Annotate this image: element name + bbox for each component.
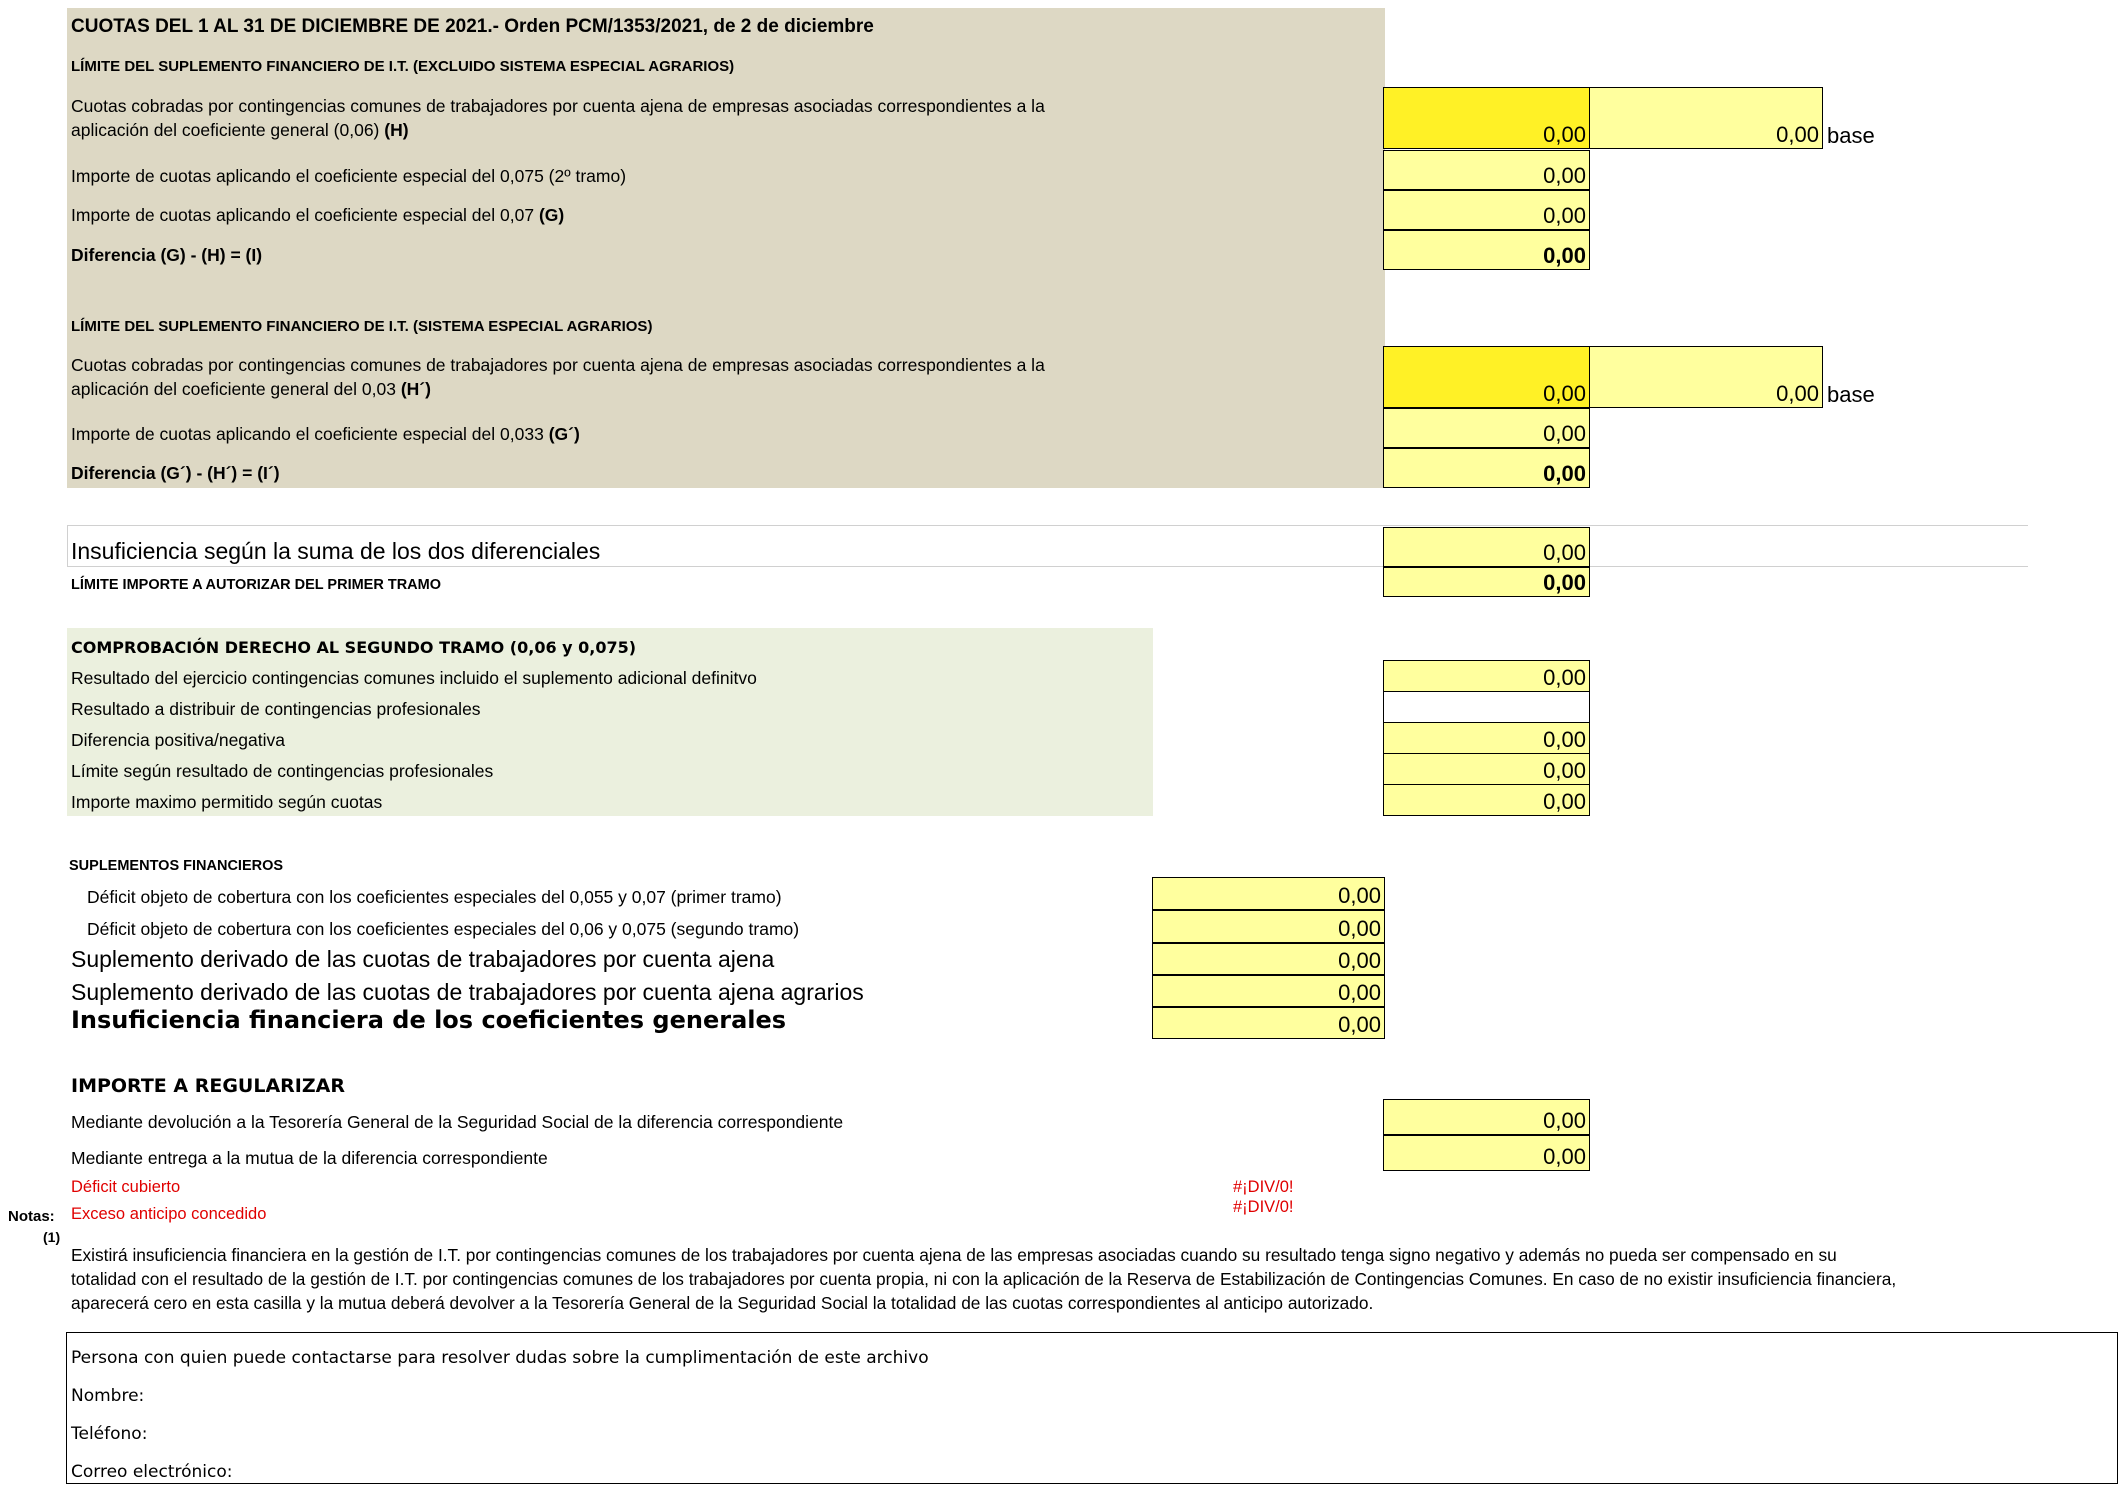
devolucion-label: Mediante devolución a la Tesorería General de la Seguridad Social de la diferencia correspondiente (71, 1112, 844, 1132)
comprobacion-row-label: Diferencia positiva/negativa (71, 730, 286, 750)
comprobacion-row-value[interactable]: 0,00 (1383, 722, 1590, 754)
section1-background (67, 8, 1385, 282)
contacto-correo[interactable]: Correo electrónico: (71, 1462, 233, 1482)
notas-line2: totalidad con el resultado de la gestión de I.T. por contingencias comunes de los trabajadores por cuenta propia, ni con la aplicación de la Reserva de Estabilización de Contingencias Comunes. En caso de no existir insuficiencia financiera, (71, 1269, 1897, 1289)
sup-agrarios-value[interactable]: 0,00 (1152, 975, 1385, 1007)
sup-agrarios-label: Suplemento derivado de las cuotas de trabajadores por cuenta ajena agrarios (71, 979, 864, 1005)
section1-h-line1: Cuotas cobradas por contingencias comunes de trabajadores por cuenta ajena de empresas asociadas correspondientes a la (71, 96, 1045, 116)
section1-g-label: Importe de cuotas aplicando el coeficiente especial del 0,07 (G) (71, 205, 565, 225)
contacto-nombre[interactable]: Nombre: (71, 1386, 145, 1406)
section2-h-value[interactable]: 0,00 (1383, 346, 1590, 408)
comprobacion-row-value[interactable] (1383, 691, 1590, 723)
comprobacion-row-value[interactable]: 0,00 (1383, 784, 1590, 816)
comprobacion-row-label: Resultado a distribuir de contingencias profesionales (71, 699, 481, 719)
comprobacion-row-label: Límite según resultado de contingencias profesionales (71, 761, 494, 781)
deficit-cubierto-label: Déficit cubierto (71, 1178, 181, 1196)
comprobacion-header: COMPROBACIÓN DERECHO AL SEGUNDO TRAMO (0,06 y 0,075) (71, 638, 637, 657)
insuf-coef-value[interactable]: 0,00 (1152, 1007, 1385, 1039)
insuficiencia-label: Insuficiencia según la suma de los dos diferenciales (71, 538, 601, 564)
sup-ajena-label: Suplemento derivado de las cuotas de trabajadores por cuenta ajena (71, 946, 775, 972)
deficit2-label: Déficit objeto de cobertura con los coeficientes especiales del 0,06 y 0,075 (segundo tramo) (87, 919, 800, 939)
deficit1-label: Déficit objeto de cobertura con los coeficientes especiales del 0,055 y 0,07 (primer tramo) (87, 887, 782, 907)
notas-number: (1) (43, 1229, 61, 1245)
section2-base-label: base (1827, 382, 1875, 407)
suplementos-header: SUPLEMENTOS FINANCIEROS (69, 858, 284, 874)
section2-h-line1: Cuotas cobradas por contingencias comunes de trabajadores por cuenta ajena de empresas asociadas correspondientes a la (71, 355, 1045, 375)
notas-label: Notas: (8, 1208, 55, 1225)
insuficiencia-value[interactable]: 0,00 (1383, 527, 1590, 567)
entrega-label: Mediante entrega a la mutua de la diferencia correspondiente (71, 1148, 548, 1168)
comprobacion-row-label: Importe maximo permitido según cuotas (71, 792, 383, 812)
section2-h-line2: aplicación del coeficiente general del 0,03 (H´) (71, 379, 431, 399)
insuf-coef-label: Insuficiencia financiera de los coeficientes generales (71, 1006, 787, 1034)
section1-h-line2: aplicación del coeficiente general (0,06) (H) (71, 120, 409, 140)
section1-h-value[interactable]: 0,00 (1383, 87, 1590, 149)
notas-line3: aparecerá cero en esta casilla y la mutua deberá devolver a la Tesorería General de la Seguridad Social la totalidad de las cuotas correspondientes al anticipo autorizado. (71, 1293, 1374, 1313)
contacto-header: Persona con quien puede contactarse para resolver dudas sobre la cumplimentación de este archivo (71, 1348, 929, 1368)
notas-line1: Existirá insuficiencia financiera en la gestión de I.T. por contingencias comunes de los trabajadores por cuenta ajena de las empresas asociadas cuando su resultado tenga signo negativo y además no pueda ser compensado en su (71, 1245, 1837, 1265)
sup-ajena-value[interactable]: 0,00 (1152, 943, 1385, 975)
section2-diff-value[interactable]: 0,00 (1383, 448, 1590, 488)
section1-base-label: base (1827, 123, 1875, 148)
regularizar-header: IMPORTE A REGULARIZAR (71, 1075, 345, 1097)
section1-diff-value[interactable]: 0,00 (1383, 230, 1590, 270)
contacto-telefono[interactable]: Teléfono: (71, 1424, 148, 1444)
section2-g-value[interactable]: 0,00 (1383, 408, 1590, 448)
section2-header: LÍMITE DEL SUPLEMENTO FINANCIERO DE I.T. (SISTEMA ESPECIAL AGRARIOS) (71, 318, 653, 335)
section1-h-base-value[interactable]: 0,00 (1589, 87, 1823, 149)
comprobacion-row-value[interactable]: 0,00 (1383, 753, 1590, 785)
page-title: CUOTAS DEL 1 AL 31 DE DICIEMBRE DE 2021.- Orden PCM/1353/2021, de 2 de diciembre (71, 16, 874, 37)
section2-h-base-value[interactable]: 0,00 (1589, 346, 1823, 408)
exceso-label: Exceso anticipo concedido (71, 1205, 267, 1223)
section1-2tramo-label: Importe de cuotas aplicando el coeficiente especial del 0,075 (2º tramo) (71, 166, 627, 186)
limite-label: LÍMITE IMPORTE A AUTORIZAR DEL PRIMER TRAMO (71, 577, 442, 593)
deficit1-value[interactable]: 0,00 (1152, 877, 1385, 910)
entrega-value[interactable]: 0,00 (1383, 1135, 1590, 1171)
section1-diff-label: Diferencia (G) - (H) = (I) (71, 245, 263, 265)
section1-2tramo-value[interactable]: 0,00 (1383, 150, 1590, 190)
deficit2-value[interactable]: 0,00 (1152, 910, 1385, 943)
limite-value[interactable]: 0,00 (1383, 567, 1590, 597)
devolucion-value[interactable]: 0,00 (1383, 1099, 1590, 1135)
deficit-cubierto-value: #¡DIV/0! (1233, 1178, 1294, 1196)
exceso-value: #¡DIV/0! (1233, 1198, 1294, 1216)
section2-diff-label: Diferencia (G´) - (H´) = (I´) (71, 463, 280, 483)
comprobacion-row-value[interactable]: 0,00 (1383, 660, 1590, 692)
section2-g-label: Importe de cuotas aplicando el coeficiente especial del 0,033 (G´) (71, 424, 580, 444)
comprobacion-row-label: Resultado del ejercicio contingencias comunes incluido el suplemento adicional definitvo (71, 668, 757, 688)
section1-header: LÍMITE DEL SUPLEMENTO FINANCIERO DE I.T. (EXCLUIDO SISTEMA ESPECIAL AGRARIOS) (71, 58, 735, 75)
section1-g-value[interactable]: 0,00 (1383, 190, 1590, 230)
